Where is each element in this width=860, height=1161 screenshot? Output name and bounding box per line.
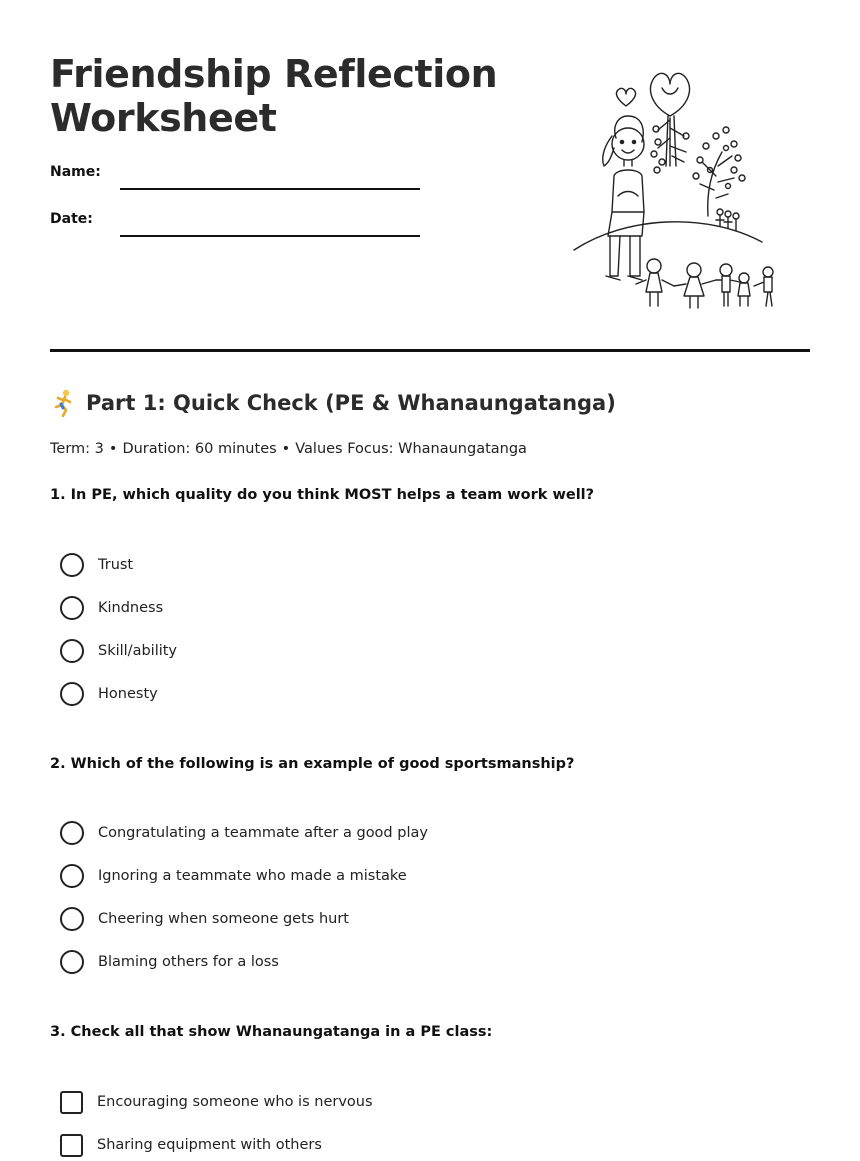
person-running-emoji: [50, 389, 76, 417]
option-label: Encouraging someone who is nervous: [97, 1094, 373, 1110]
section-divider: [50, 349, 810, 352]
radio-button[interactable]: [60, 907, 84, 931]
name-label: Name:: [50, 164, 101, 180]
question-1-option[interactable]: [60, 638, 177, 664]
option-label: Ignoring a teammate who made a mistake: [98, 868, 407, 884]
lesson-meta: [50, 441, 527, 457]
option-label: Cheering when someone gets hurt: [98, 911, 349, 927]
checkbox[interactable]: [60, 1091, 83, 1114]
name-field[interactable]: [50, 164, 420, 190]
friendship-tree-illustration: [566, 66, 786, 316]
option-label: Sharing equipment with others: [97, 1137, 322, 1153]
checkbox[interactable]: [60, 1134, 83, 1157]
question-1-option[interactable]: [60, 681, 158, 707]
option-label: Kindness: [98, 600, 164, 616]
term-text: Term: 3: [50, 441, 104, 457]
date-line[interactable]: [120, 235, 420, 237]
question-1-option[interactable]: [60, 552, 133, 578]
duration-text: Duration: 60 minutes: [122, 441, 277, 457]
worksheet-title: Friendship Reflection Worksheet: [50, 52, 498, 140]
question-2-option[interactable]: [60, 863, 407, 889]
question-3: 3. Check all that show Whanaungatanga in a PE class:: [50, 1024, 493, 1040]
question-2-option[interactable]: [60, 906, 349, 932]
question-1: 1. In PE, which quality do you think MOST helps a team work well?: [50, 487, 595, 503]
meta-separator: •: [281, 441, 291, 457]
question-3-option[interactable]: [60, 1132, 322, 1158]
option-label: Blaming others for a loss: [98, 954, 279, 970]
small-heart-icon: [616, 88, 635, 106]
radio-button[interactable]: [60, 950, 84, 974]
radio-button[interactable]: [60, 682, 84, 706]
option-label: Congratulating a teammate after a good play: [98, 825, 428, 841]
option-label: Honesty: [98, 686, 158, 702]
part1-title: Part 1: Quick Check (PE & Whanaungatanga): [86, 391, 616, 415]
radio-button[interactable]: [60, 553, 84, 577]
radio-button[interactable]: [60, 821, 84, 845]
name-line[interactable]: [120, 188, 420, 190]
question-2-option[interactable]: [60, 949, 279, 975]
meta-separator: •: [108, 441, 118, 457]
question-3-option[interactable]: [60, 1089, 373, 1115]
question-2: 2. Which of the following is an example of good sportsmanship?: [50, 756, 575, 772]
radio-button[interactable]: [60, 639, 84, 663]
radio-button[interactable]: [60, 864, 84, 888]
question-1-option[interactable]: [60, 595, 163, 621]
question-2-option[interactable]: [60, 820, 428, 846]
part1-heading: [50, 389, 616, 417]
radio-button[interactable]: [60, 596, 84, 620]
values-focus-text: Values Focus: Whanaungatanga: [295, 441, 527, 457]
option-label: Skill/ability: [98, 643, 178, 659]
option-label: Trust: [98, 557, 134, 573]
date-field[interactable]: [50, 211, 420, 237]
date-label: Date:: [50, 211, 93, 227]
